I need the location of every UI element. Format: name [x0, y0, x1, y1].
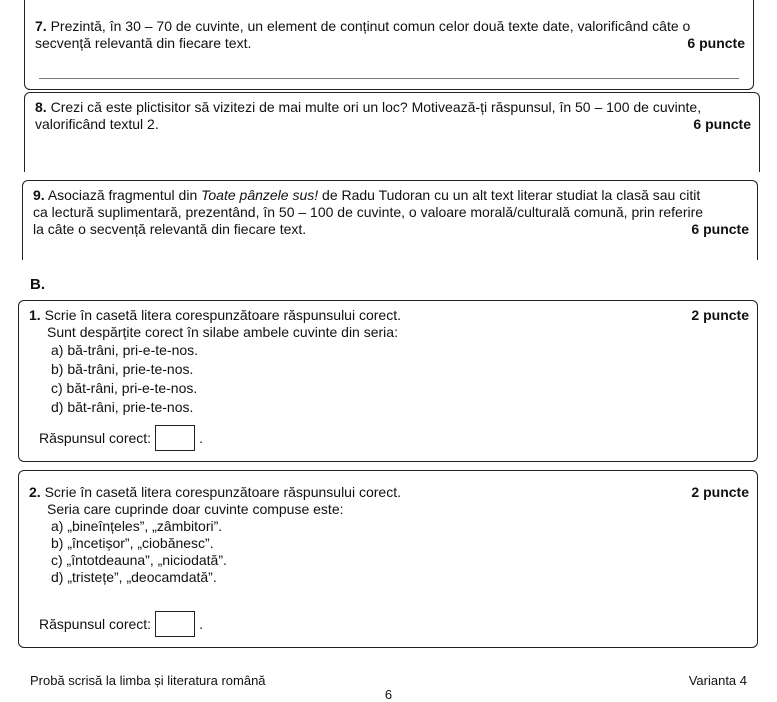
q9-line1: [33, 187, 749, 204]
q8-text-l1: Crezi că este plictisitor să vizitezi de mai multe ori un loc? Motivează-ți răspunsul, în 50 – 100 de cuvinte,: [50, 99, 702, 115]
b2-number: 2.: [29, 484, 41, 500]
b1-answer-row: [39, 425, 203, 451]
q8-number: 8.: [35, 99, 47, 115]
q8-line2: [35, 116, 751, 133]
b1-option-c: c) băt-râni, pri-e-te-nos.: [51, 380, 198, 396]
b2-answer-row: [39, 611, 203, 637]
page-number: 6: [384, 687, 393, 702]
b2-option-c: c) „întotdeauna”, „niciodată”.: [51, 552, 227, 568]
q9-text-l3: la câte o secvență relevantă din fiecare text.: [33, 221, 307, 237]
question-b2-box: [18, 470, 758, 648]
b1-stem: Sunt despărțite corect în silabe ambele cuvinte din seria:: [47, 324, 398, 340]
q9-points: 6 puncte: [691, 221, 749, 237]
question-7-box: [24, 0, 754, 90]
b1-line1: [29, 307, 749, 324]
q7-line2: [35, 35, 745, 52]
b2-answer-label: Răspunsul corect:: [39, 616, 152, 632]
q9-book-title: Toate pânzele sus!: [201, 187, 319, 203]
question-b1-box: [18, 300, 758, 462]
q7-text-1: [35, 18, 690, 35]
b2-stem: Seria care cuprinde doar cuvinte compuse este:: [47, 501, 344, 517]
q9-line3: [33, 221, 749, 238]
b1-answer-dot: .: [199, 430, 203, 446]
b2-points: 2 puncte: [691, 484, 749, 500]
q8-line1: [35, 99, 751, 116]
footer-variant: Varianta 4: [688, 673, 747, 688]
b1-number: 1.: [29, 307, 41, 323]
q7-text-l2: secvență relevantă din fiecare text.: [35, 35, 252, 51]
question-9-box: [22, 180, 758, 260]
section-b-heading: B.: [30, 276, 45, 293]
q7-number: 7.: [35, 18, 47, 34]
b1-option-b: b) bă-trâni, prie-te-nos.: [51, 361, 194, 377]
b1-options: [29, 341, 749, 417]
b2-option-a: a) „bineînțeles”, „zâmbitori”.: [51, 518, 223, 534]
b1-answer-box[interactable]: [155, 425, 195, 451]
b2-line1: [29, 484, 749, 501]
q9-line2: [33, 204, 749, 221]
b2-option-d: d) „tristețe”, „deocamdată”.: [51, 569, 217, 585]
q8-points: 6 puncte: [693, 116, 751, 132]
b1-option-a: a) bă-trâni, pri-e-te-nos.: [51, 342, 199, 358]
b1-option-d: d) băt-râni, prie-te-nos.: [51, 399, 194, 415]
q7-text-l1: Prezintă, în 30 – 70 de cuvinte, un element de conținut comun celor două texte date, valorificând câte o: [50, 18, 691, 34]
b1-instruction: Scrie în casetă litera corespunzătoare răspunsului corect.: [44, 307, 401, 323]
b1-points: 2 puncte: [691, 307, 749, 323]
q9-number: 9.: [33, 187, 45, 203]
q9-text-l1b: de Radu Tudoran cu un alt text literar studiat la clasă sau citit: [318, 187, 701, 203]
b2-answer-box[interactable]: [155, 611, 195, 637]
page-footer: [30, 673, 747, 688]
q7-line1: [35, 18, 745, 35]
q9-text-l2: ca lectură suplimentară, prezentând, în 50 – 100 de cuvinte, o valoare morală/culturală comună, prin referire: [33, 204, 704, 220]
b2-option-b: b) „încetișor”, „ciobănesc”.: [51, 535, 214, 551]
q8-text-l2: valorificând textul 2.: [35, 116, 159, 132]
question-8-box: [24, 92, 760, 172]
q7-answer-line[interactable]: [39, 78, 739, 79]
b2-options: [29, 518, 749, 586]
b1-answer-label: Răspunsul corect:: [39, 430, 152, 446]
b2-answer-dot: .: [199, 616, 203, 632]
footer-exam-title: Probă scrisă la limba și literatura română: [30, 673, 266, 688]
b2-instruction: Scrie în casetă litera corespunzătoare răspunsului corect.: [44, 484, 401, 500]
q9-text-l1a: Asociază fragmentul din: [47, 187, 202, 203]
q7-points: 6 puncte: [687, 35, 745, 51]
